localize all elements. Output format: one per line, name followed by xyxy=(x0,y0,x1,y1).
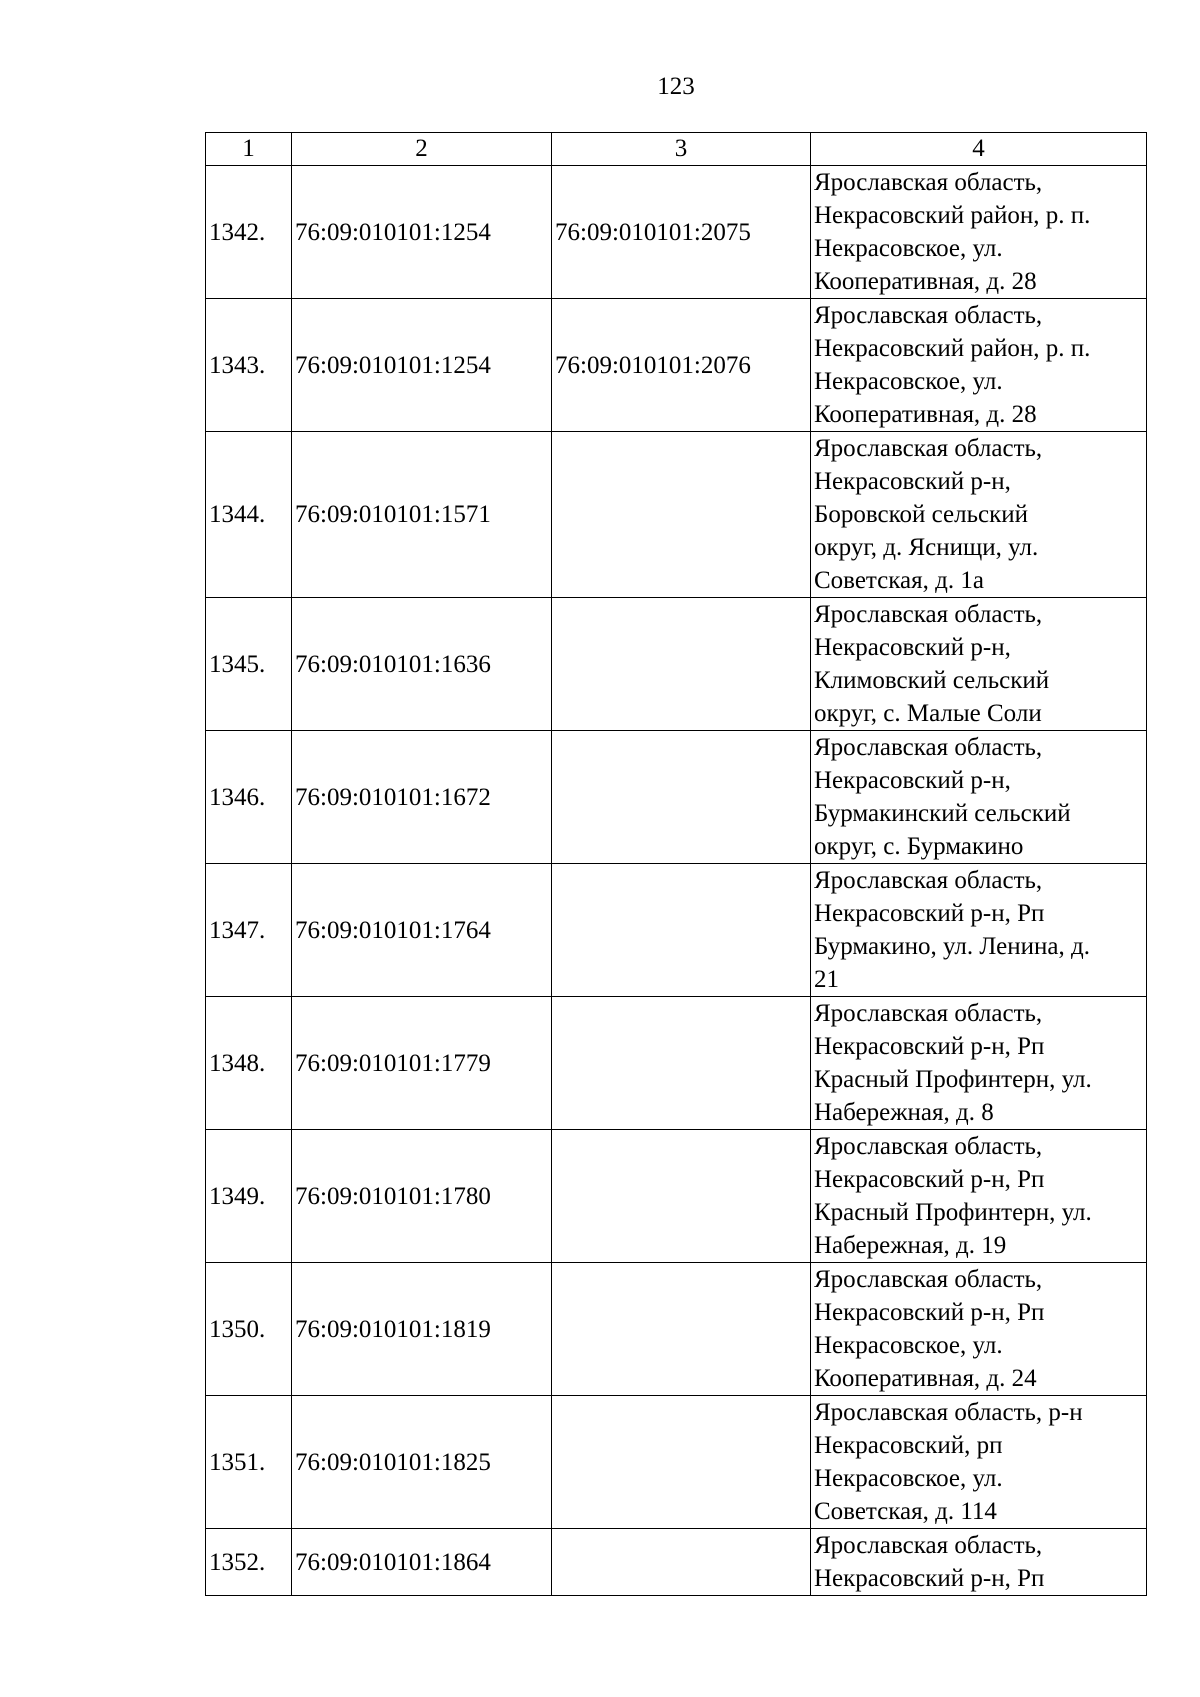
address-line: Климовский сельский xyxy=(814,667,1050,694)
address-line: Некрасовский р-н, xyxy=(814,634,1011,661)
row-number-cell: 1347. xyxy=(206,864,292,997)
cadastral-number-cell: 76:09:010101:1864 xyxy=(292,1529,552,1596)
cadastral-number-cell: 76:09:010101:1764 xyxy=(292,864,552,997)
table-row xyxy=(206,166,1147,299)
address-cell xyxy=(811,432,1147,598)
address-line: Ярославская область, xyxy=(814,601,1043,628)
address-line: Ярославская область, р-н xyxy=(814,1399,1083,1426)
address-line: Набережная, д. 19 xyxy=(814,1232,1007,1259)
address-line: Некрасовское, ул. xyxy=(814,1332,1003,1359)
header-col-2: 2 xyxy=(292,133,552,166)
address-line: округ, д. Яснищи, ул. xyxy=(814,534,1039,561)
address-line: Красный Профинтерн, ул. xyxy=(814,1199,1092,1226)
address-line: Ярославская область, xyxy=(814,867,1043,894)
row-number-cell: 1345. xyxy=(206,598,292,731)
address-cell xyxy=(811,997,1147,1130)
header-col-4: 4 xyxy=(811,133,1147,166)
address-line: Некрасовский район, р. п. xyxy=(814,335,1091,362)
table-row xyxy=(206,1130,1147,1263)
address-cell xyxy=(811,731,1147,864)
related-cadastral-number-cell xyxy=(552,997,811,1130)
related-cadastral-number-cell xyxy=(552,864,811,997)
related-cadastral-number-cell xyxy=(552,731,811,864)
address-line: Советская, д. 1а xyxy=(814,567,984,594)
table-row xyxy=(206,598,1147,731)
related-cadastral-number-cell xyxy=(552,1263,811,1396)
related-cadastral-number-cell: 76:09:010101:2075 xyxy=(552,166,811,299)
address-cell xyxy=(811,1263,1147,1396)
address-line: Бурмакинский сельский xyxy=(814,800,1071,827)
address-line: Ярославская область, xyxy=(814,1000,1043,1027)
address-line: Некрасовский р-н, Рп xyxy=(814,900,1045,927)
address-line: округ, с. Малые Соли xyxy=(814,700,1042,727)
page-number: 123 xyxy=(657,73,695,100)
related-cadastral-number-cell xyxy=(552,1130,811,1263)
cadastral-table xyxy=(205,132,1147,1596)
address-line: Некрасовский р-н, Рп xyxy=(814,1166,1045,1193)
address-line: Некрасовский р-н, Рп xyxy=(814,1565,1045,1592)
related-cadastral-number-cell xyxy=(552,432,811,598)
address-cell xyxy=(811,864,1147,997)
cadastral-number-cell: 76:09:010101:1780 xyxy=(292,1130,552,1263)
address-line: Ярославская область, xyxy=(814,1532,1043,1559)
row-number-cell: 1346. xyxy=(206,731,292,864)
address-line: Ярославская область, xyxy=(814,734,1043,761)
related-cadastral-number-cell: 76:09:010101:2076 xyxy=(552,299,811,432)
table-row xyxy=(206,1396,1147,1529)
cadastral-number-cell: 76:09:010101:1779 xyxy=(292,997,552,1130)
address-cell xyxy=(811,598,1147,731)
address-line: Некрасовское, ул. xyxy=(814,235,1003,262)
table-row xyxy=(206,432,1147,598)
row-number-cell: 1349. xyxy=(206,1130,292,1263)
address-line: Некрасовский р-н, Рп xyxy=(814,1033,1045,1060)
address-line: Ярославская область, xyxy=(814,169,1043,196)
address-line: Некрасовское, ул. xyxy=(814,368,1003,395)
address-line: Советская, д. 114 xyxy=(814,1498,997,1525)
address-cell xyxy=(811,1130,1147,1263)
row-number-cell: 1343. xyxy=(206,299,292,432)
address-cell xyxy=(811,1529,1147,1596)
address-line: округ, с. Бурмакино xyxy=(814,833,1024,860)
table-row xyxy=(206,864,1147,997)
table-header-row xyxy=(206,133,1147,166)
cadastral-number-cell: 76:09:010101:1636 xyxy=(292,598,552,731)
address-line: Ярославская область, xyxy=(814,302,1043,329)
address-line: Некрасовский р-н, xyxy=(814,767,1011,794)
address-cell xyxy=(811,166,1147,299)
address-line: Набережная, д. 8 xyxy=(814,1099,994,1126)
address-cell xyxy=(811,299,1147,432)
address-line: Бурмакино, ул. Ленина, д. xyxy=(814,933,1090,960)
cadastral-number-cell: 76:09:010101:1571 xyxy=(292,432,552,598)
row-number-cell: 1344. xyxy=(206,432,292,598)
address-line: Некрасовский, рп xyxy=(814,1432,1003,1459)
address-line: Некрасовский р-н, Рп xyxy=(814,1299,1045,1326)
header-col-1: 1 xyxy=(206,133,292,166)
row-number-cell: 1350. xyxy=(206,1263,292,1396)
cadastral-number-cell: 76:09:010101:1819 xyxy=(292,1263,552,1396)
table-body xyxy=(206,133,1147,1596)
cadastral-number-cell: 76:09:010101:1254 xyxy=(292,166,552,299)
related-cadastral-number-cell xyxy=(552,598,811,731)
address-line: Ярославская область, xyxy=(814,1133,1043,1160)
address-line: Некрасовский р-н, xyxy=(814,468,1011,495)
cadastral-number-cell: 76:09:010101:1254 xyxy=(292,299,552,432)
address-line: Ярославская область, xyxy=(814,435,1043,462)
row-number-cell: 1342. xyxy=(206,166,292,299)
address-line: Кооперативная, д. 24 xyxy=(814,1365,1037,1392)
address-cell xyxy=(811,1396,1147,1529)
related-cadastral-number-cell xyxy=(552,1529,811,1596)
header-col-3: 3 xyxy=(552,133,811,166)
table-row xyxy=(206,299,1147,432)
address-line: Ярославская область, xyxy=(814,1266,1043,1293)
cadastral-number-cell: 76:09:010101:1825 xyxy=(292,1396,552,1529)
address-line: Кооперативная, д. 28 xyxy=(814,401,1037,428)
address-line: Красный Профинтерн, ул. xyxy=(814,1066,1092,1093)
related-cadastral-number-cell xyxy=(552,1396,811,1529)
address-line: Некрасовский район, р. п. xyxy=(814,202,1091,229)
row-number-cell: 1348. xyxy=(206,997,292,1130)
table-row xyxy=(206,731,1147,864)
table-row xyxy=(206,997,1147,1130)
row-number-cell: 1351. xyxy=(206,1396,292,1529)
address-line: Боровской сельский xyxy=(814,501,1028,528)
cadastral-number-cell: 76:09:010101:1672 xyxy=(292,731,552,864)
address-line: 21 xyxy=(814,966,839,993)
row-number-cell: 1352. xyxy=(206,1529,292,1596)
table-row xyxy=(206,1529,1147,1596)
address-line: Кооперативная, д. 28 xyxy=(814,268,1037,295)
address-line: Некрасовское, ул. xyxy=(814,1465,1003,1492)
table-row xyxy=(206,1263,1147,1396)
